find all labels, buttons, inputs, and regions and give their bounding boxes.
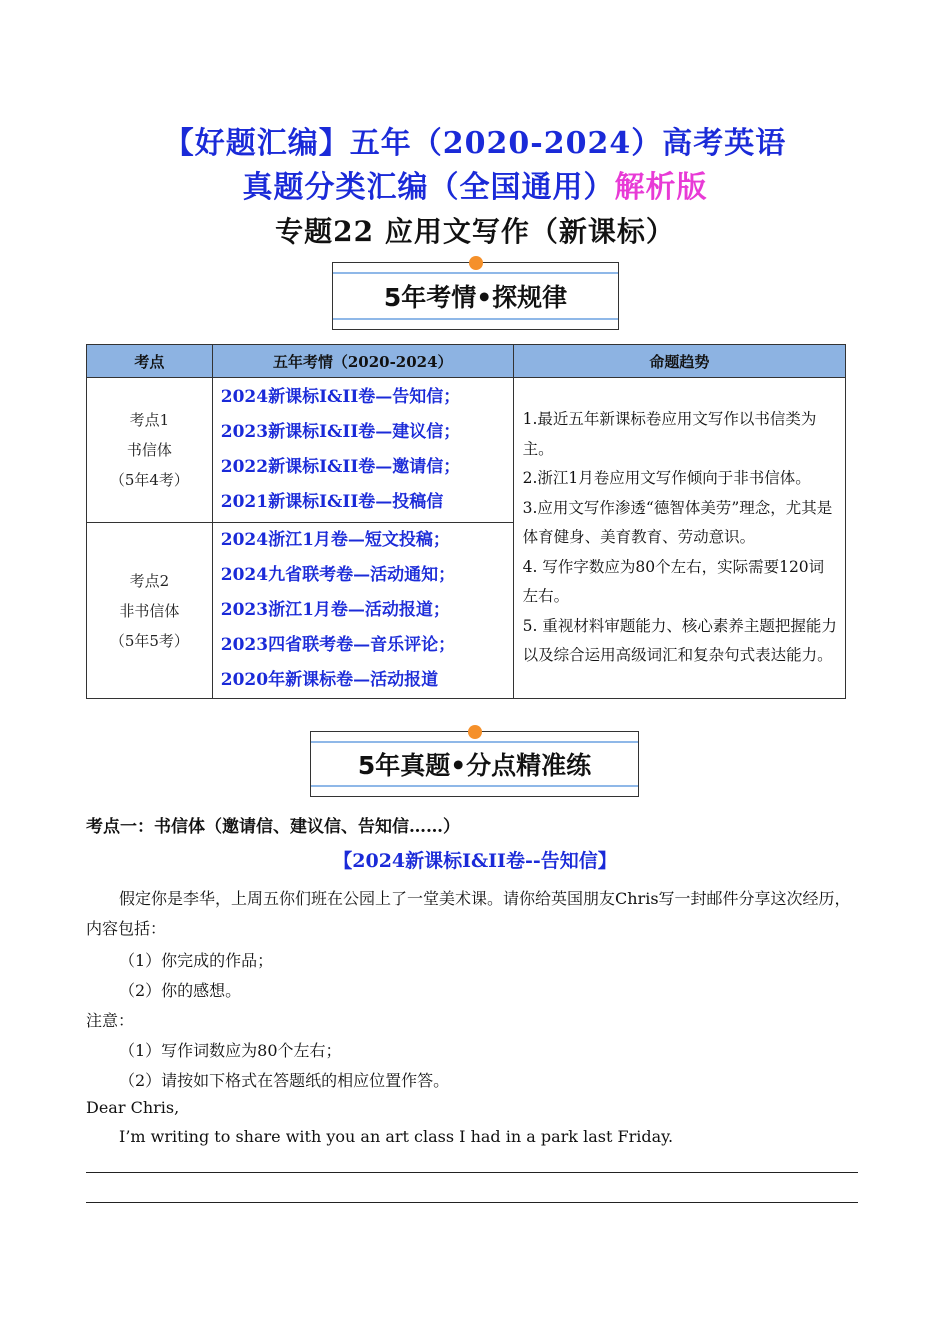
- letter-salutation: Dear Chris,: [86, 1098, 180, 1117]
- banner-text: 5年考情•探规律: [333, 272, 618, 320]
- answer-line: [86, 1202, 858, 1203]
- exam-item: 2023浙江1月卷—活动报道；: [220, 600, 450, 620]
- years-cell: [212, 523, 513, 699]
- exam-item: 2024新课标I&II卷—告知信；: [220, 387, 461, 407]
- trend-item: 2.浙江1月卷应用文写作倾向于非书信体。: [522, 469, 811, 488]
- exam-item: 2023四省联考卷—音乐评论；: [220, 635, 456, 655]
- kp-count: （5年4考）: [109, 471, 189, 489]
- exam-item: 2024浙江1月卷—短文投稿；: [220, 530, 450, 550]
- kp-type: 书信体: [126, 441, 172, 459]
- banner-dot-icon: [469, 256, 483, 270]
- title-line2-accent: 解析版: [614, 170, 708, 205]
- banner-past-exams: [310, 731, 639, 797]
- note-item: （1）写作词数应为80个左右；: [119, 1041, 342, 1060]
- content-point: （1）你完成的作品；: [119, 951, 274, 970]
- table-header-row: [87, 345, 846, 378]
- exam-item: 2024九省联考卷—活动通知；: [220, 565, 456, 585]
- title-line2-main: 真题分类汇编（全国通用）: [242, 170, 615, 205]
- trend-item: 1.最近五年新课标卷应用文写作以书信类为主。: [522, 410, 817, 458]
- question-subheading: 【2024新课标I&II卷--告知信】: [333, 850, 617, 872]
- exam-item: 2020年新课标卷—活动报道: [220, 670, 439, 690]
- banner-exam-trends: [332, 262, 619, 330]
- content-point: （2）你的感想。: [119, 981, 242, 1000]
- kp-name: 考点1: [129, 411, 170, 429]
- note-label: 注意：: [86, 1011, 135, 1030]
- kp-cell: [87, 523, 213, 699]
- trend-item: 4. 写作字数应为80个左右，实际需要120词左右。: [522, 557, 825, 606]
- trend-cell: [513, 378, 845, 699]
- trend-item: 3.应用文写作渗透“德智体美劳”理念，尤其是体育健身、美育教育、劳动意识。: [522, 498, 833, 547]
- kp-name: 考点2: [129, 571, 170, 590]
- exam-item: 2021新课标I&II卷—投稿信: [220, 492, 444, 512]
- doc-title-line1: 【好题汇编】五年（2020-2024）高考英语: [163, 126, 787, 161]
- note-item: （2）请按如下格式在答题纸的相应位置作答。: [119, 1071, 450, 1090]
- table-row: [87, 378, 846, 523]
- header-cell: 五年考情（2020-2024）: [212, 345, 513, 378]
- header-cell: 考点: [87, 345, 213, 378]
- exam-item: 2022新课标I&II卷—邀请信；: [220, 457, 461, 477]
- banner-text: 5年真题•分点精准练: [311, 741, 638, 787]
- banner-dot-icon: [468, 725, 482, 739]
- trend-item: 5. 重视材料审题能力、核心素养主题把握能力以及综合运用高级词汇和复杂句式表达能力。: [522, 616, 837, 665]
- years-cell: [212, 378, 513, 523]
- kp-type: 非书信体: [119, 601, 180, 620]
- letter-opening: I’m writing to share with you an art class I had in a park last Friday.: [119, 1127, 674, 1146]
- kp-cell: [87, 378, 213, 523]
- answer-line: [86, 1172, 858, 1173]
- section-heading: 考点一：书信体（邀请信、建议信、告知信……）: [86, 817, 460, 837]
- prompt-paragraph: 假定你是李华，上周五你们班在公园上了一堂美术课。请你给英国朋友Chris写一封邮件分享这次经历，内容包括：: [86, 889, 851, 938]
- doc-title-line2: [0, 162, 950, 206]
- kp-count: （5年5考）: [109, 631, 189, 650]
- header-cell: 命题趋势: [513, 345, 845, 378]
- doc-topic-title: 专题22 应用文写作（新课标）: [275, 215, 675, 248]
- exam-table: [86, 344, 846, 699]
- exam-item: 2023新课标I&II卷—建议信；: [220, 422, 461, 442]
